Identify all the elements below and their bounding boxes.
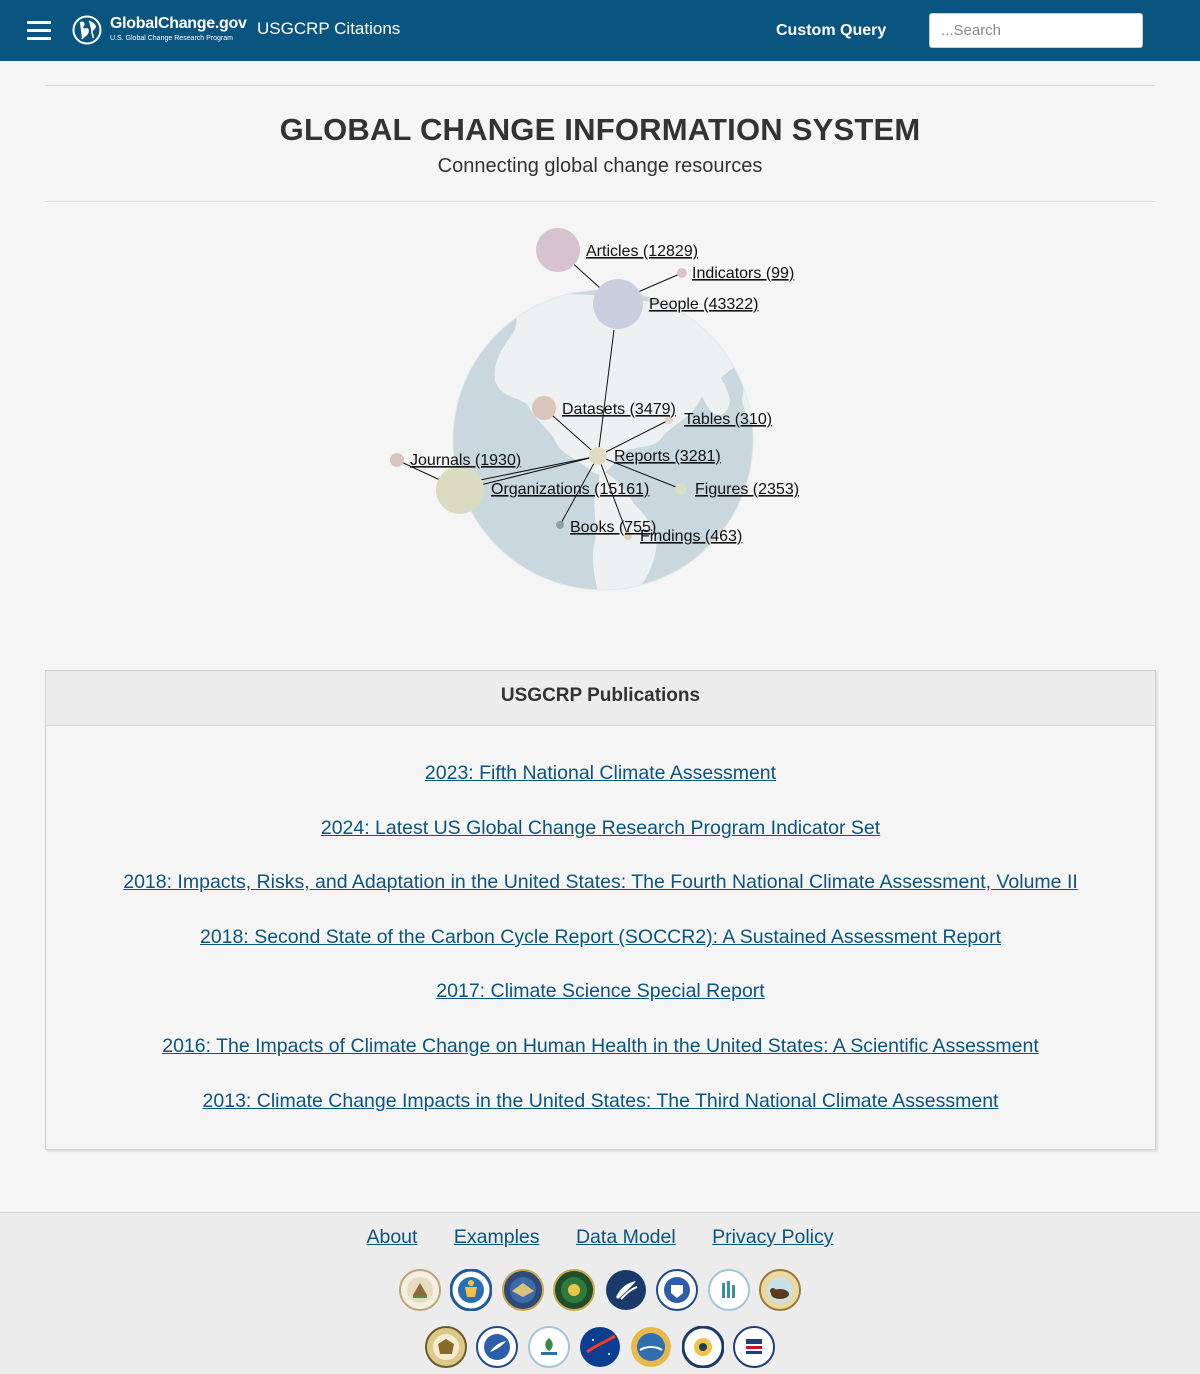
logo-subtitle: U.S. Global Change Research Program (110, 35, 233, 42)
publication-link[interactable]: 2023: Fifth National Climate Assessment (424, 762, 777, 784)
agency-seals-row-1 (0, 1269, 1200, 1311)
people-node[interactable] (593, 279, 643, 329)
list-item (46, 817, 1155, 872)
list-item (46, 762, 1155, 817)
tables-link[interactable]: Tables (310) (684, 411, 773, 428)
articles-link[interactable]: Articles (12829) (586, 243, 699, 260)
state-seal-icon[interactable] (425, 1326, 467, 1368)
journals-node[interactable] (390, 453, 404, 467)
list-item (46, 1090, 1155, 1145)
organizations-link[interactable]: Organizations (15161) (491, 481, 650, 498)
usda-seal-icon[interactable] (399, 1269, 441, 1311)
panel-header (46, 671, 1155, 726)
dhs-seal-icon[interactable] (656, 1269, 698, 1311)
figures-link[interactable]: Figures (2353) (695, 481, 800, 498)
energy-seal-icon[interactable] (553, 1269, 595, 1311)
publication-link[interactable]: 2017: Climate Science Special Report (436, 980, 765, 1003)
nsf-seal-icon[interactable] (630, 1326, 672, 1368)
epa-seal-icon[interactable] (528, 1326, 570, 1368)
globe-map (453, 290, 755, 600)
hhs-seal-icon[interactable] (605, 1269, 647, 1311)
figures-node[interactable] (675, 483, 687, 495)
examples-link[interactable]: Examples (453, 1226, 540, 1248)
globe-logo-icon (72, 15, 102, 45)
indicators-link[interactable]: Indicators (99) (692, 265, 795, 282)
books-link[interactable]: Books (755) (570, 519, 657, 536)
list-item (46, 871, 1155, 926)
nasa-seal-icon[interactable] (579, 1326, 621, 1368)
organizations-node[interactable] (436, 466, 484, 514)
reports-link[interactable]: Reports (3281) (614, 448, 721, 465)
about-link[interactable]: About (366, 1226, 418, 1248)
books-node[interactable] (556, 521, 564, 529)
interior-seal-icon[interactable] (759, 1269, 801, 1311)
publication-link[interactable]: 2018: Impacts, Risks, and Adaptation in the United States: The Fourth National Climate Assessment, Volume II (123, 871, 1078, 894)
page-subtitle: Connecting global change resources (437, 155, 763, 177)
hamburger-menu-icon[interactable] (27, 19, 51, 43)
list-item (46, 926, 1155, 981)
list-item (46, 980, 1155, 1035)
smithsonian-seal-icon[interactable] (682, 1326, 724, 1368)
page-title: GLOBAL CHANGE INFORMATION SYSTEM (279, 112, 921, 147)
footer (0, 1212, 1200, 1374)
publication-link[interactable]: 2024: Latest US Global Change Research Program Indicator Set (320, 816, 881, 839)
indicators-node[interactable] (677, 268, 687, 278)
publication-link[interactable]: 2013: Climate Change Impacts in the United States: The Third National Climate Assessment (202, 1089, 999, 1112)
data-model-link[interactable]: Data Model (575, 1226, 676, 1248)
people-link[interactable]: People (43322) (649, 296, 759, 313)
publication-link[interactable]: 2018: Second State of the Carbon Cycle Report (SOCCR2): A Sustained Assessment Report (199, 925, 1001, 948)
articles-node[interactable] (536, 228, 580, 272)
custom-query-link[interactable]: Custom Query (776, 22, 887, 39)
footer-links (0, 1226, 1200, 1249)
site-title-link[interactable]: USGCRP Citations (257, 19, 401, 38)
privacy-policy-link[interactable]: Privacy Policy (712, 1226, 834, 1248)
divider (45, 201, 1155, 202)
logo-name: GlobalChange.gov (110, 15, 247, 32)
divider (45, 85, 1155, 86)
top-navbar (0, 0, 1200, 61)
reports-node[interactable] (589, 447, 607, 465)
resource-graph (0, 210, 1200, 610)
panel-title: USGCRP Publications (500, 685, 701, 706)
publications-panel (45, 670, 1156, 1150)
datasets-link[interactable]: Datasets (3479) (562, 401, 676, 418)
journals-link[interactable]: Journals (1930) (410, 452, 522, 469)
hud-seal-icon[interactable] (708, 1269, 750, 1311)
findings-link[interactable]: Findings (463) (640, 528, 743, 545)
publication-list (46, 762, 1155, 1144)
agency-seals-row-2 (0, 1326, 1200, 1368)
search-input[interactable] (929, 13, 1143, 48)
defense-seal-icon[interactable] (502, 1269, 544, 1311)
usaid-seal-icon[interactable] (733, 1326, 775, 1368)
datasets-node[interactable] (532, 396, 556, 420)
commerce-seal-icon[interactable] (450, 1269, 492, 1311)
list-item (46, 1035, 1155, 1090)
publication-link[interactable]: 2016: The Impacts of Climate Change on Human Health in the United States: A Scientific Assessment (162, 1034, 1039, 1057)
transportation-seal-icon[interactable] (476, 1326, 518, 1368)
